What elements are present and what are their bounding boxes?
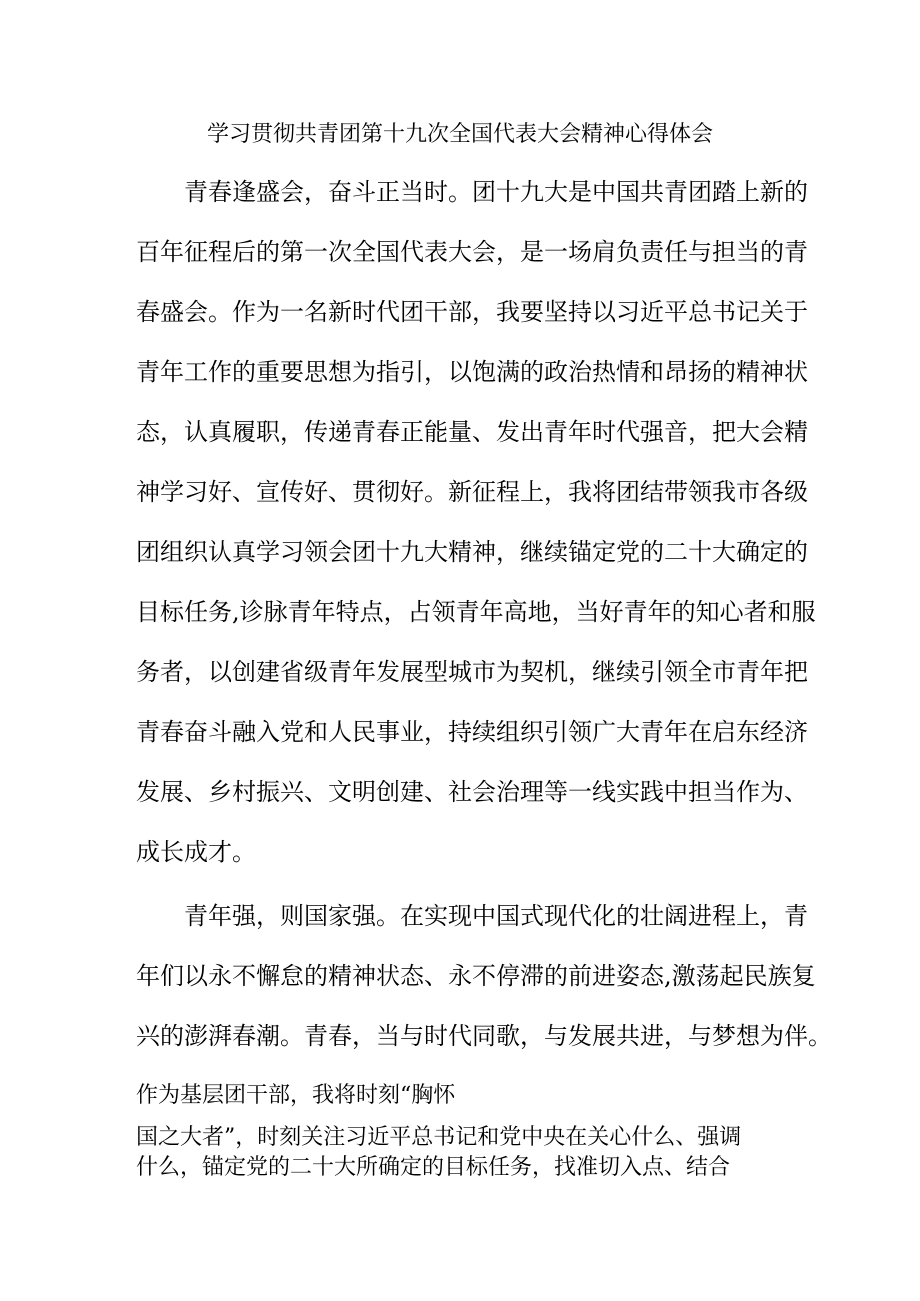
paragraph-1-line-12: 成长成才。 (136, 838, 256, 866)
paragraph-3-line-3: 什么，锚定党的二十大所确定的目标任务，找准切入点、结合 (136, 1155, 731, 1180)
paragraph-2-line-3: 兴的澎湃春潮。青春，当与时代同歌，与发展共进，与梦想为伴。 (136, 1022, 832, 1050)
paragraph-2-line-2: 年们以永不懈怠的精神状态、永不停滞的前进姿态,激荡起民族复 (136, 962, 816, 990)
paragraph-3-line-1: 作为基层团干部，我将时刻“胸怀 (136, 1083, 456, 1108)
paragraph-1-line-8: 目标任务,诊脉青年特点，占领青年高地，当好青年的知心者和服 (136, 598, 816, 626)
document-title: 学习贯彻共青团第十九次全国代表大会精神心得体会 (206, 122, 713, 147)
paragraph-1-line-1: 青春逢盛会，奋斗正当时。团十九大是中国共青团踏上新的 (184, 178, 808, 206)
paragraph-1-line-6: 神学习好、宣传好、贯彻好。新征程上，我将团结带领我市各级 (136, 478, 808, 506)
paragraph-1-line-9: 务者，以创建省级青年发展型城市为契机，继续引领全市青年把 (136, 658, 808, 686)
paragraph-3-line-2: 国之大者”，时刻关注习近平总书记和党中央在关心什么、强调 (136, 1125, 742, 1150)
paragraph-1-line-10: 青春奋斗融入党和人民事业，持续组织引领广大青年在启东经济 (136, 718, 808, 746)
paragraph-1-line-2: 百年征程后的第一次全国代表大会，是一场肩负责任与担当的青 (136, 238, 808, 266)
paragraph-1-line-11: 发展、乡村振兴、文明创建、社会治理等一线实践中担当作为、 (136, 778, 808, 806)
paragraph-1-line-5: 态，认真履职，传递青春正能量、发出青年时代强音，把大会精 (136, 418, 808, 446)
paragraph-1-line-7: 团组织认真学习领会团十九大精神，继续锚定党的二十大确定的 (136, 538, 808, 566)
paragraph-1-line-3: 春盛会。作为一名新时代团干部，我要坚持以习近平总书记关于 (136, 298, 808, 326)
paragraph-2-line-1: 青年强，则国家强。在实现中国式现代化的壮阔进程上，青 (184, 902, 808, 930)
paragraph-1-line-4: 青年工作的重要思想为指引，以饱满的政治热情和昂扬的精神状 (136, 358, 808, 386)
